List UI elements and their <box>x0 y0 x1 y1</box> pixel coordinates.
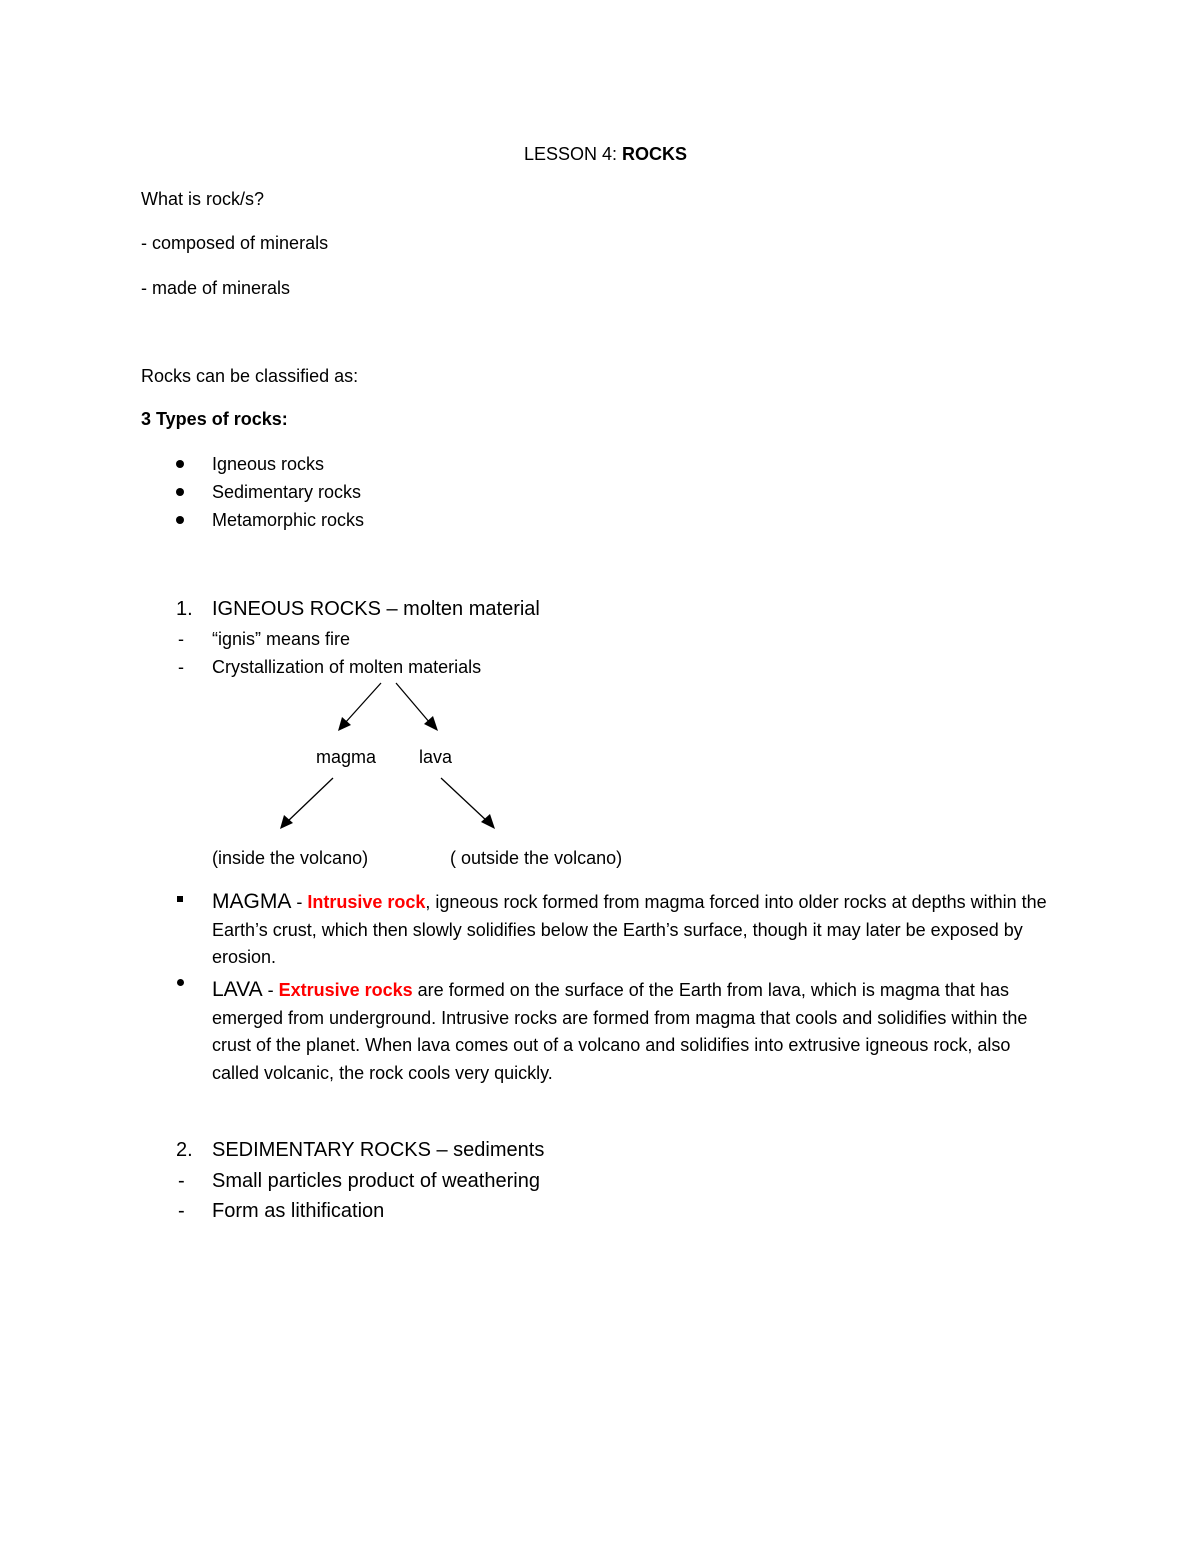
bullet-icon <box>176 460 184 468</box>
arrowhead-icon <box>280 815 293 829</box>
title-strong: ROCKS <box>622 144 688 164</box>
intrusive-rock-term: Intrusive rock <box>307 892 426 912</box>
diagram-lava-label: lava <box>419 747 453 767</box>
lava-text: are formed on the surface of the Earth from lava, which is magma that has emerged from underground. Intrusive rocks are formed from magma that cools and solidifies within the crust of the planet. When lava comes out of a volcano and solidifies into extrusive igneous rock, also called volcanic, the rock cools very quickly. <box>212 980 1028 1083</box>
arrow-to-magma <box>345 683 381 723</box>
bullet-icon <box>177 896 183 902</box>
type-item-igneous: Igneous rocks <box>212 454 325 474</box>
dash-marker: - <box>178 1170 185 1192</box>
magma-separator: - <box>291 892 308 912</box>
dash-marker: - <box>178 629 184 649</box>
igneous-point-2: Crystallization of molten materials <box>212 657 482 677</box>
definition-line-1: - composed of minerals <box>141 233 329 253</box>
question-text: What is rock/s? <box>141 189 265 209</box>
bullet-icon <box>176 516 184 524</box>
arrow-lava-to-outside <box>441 778 488 822</box>
arrowhead-icon <box>481 814 495 829</box>
classified-text: Rocks can be classified as: <box>141 366 359 386</box>
diagram-inside-label: (inside the volcano) <box>212 848 369 868</box>
lava-lead: LAVA <box>212 978 263 1001</box>
sedimentary-number: 2. <box>176 1139 193 1161</box>
arrow-to-lava <box>396 683 430 723</box>
magma-text: , igneous rock formed from magma forced into older rocks at depths within the Earth’s crust, which then slowly solidifies below the Earth’s surface, though it may later be exposed by erosion. <box>212 892 1047 967</box>
bullet-icon <box>177 979 184 986</box>
page-title <box>524 144 687 165</box>
types-heading: 3 Types of rocks: <box>141 409 288 429</box>
igneous-number: 1. <box>176 598 193 620</box>
sedimentary-point-1: Small particles product of weathering <box>212 1170 540 1192</box>
magma-lead: MAGMA <box>212 890 292 913</box>
lava-paragraph <box>212 976 1047 1087</box>
igneous-point-1: “ignis” means fire <box>212 629 351 649</box>
arrowhead-icon <box>338 717 351 731</box>
sedimentary-heading: SEDIMENTARY ROCKS – sediments <box>212 1139 545 1161</box>
arrow-magma-to-inside <box>287 778 333 822</box>
type-item-sedimentary: Sedimentary rocks <box>212 482 362 502</box>
diagram-magma-label: magma <box>316 747 377 767</box>
bullet-icon <box>176 488 184 496</box>
igneous-heading: IGNEOUS ROCKS – molten material <box>212 598 540 620</box>
sedimentary-point-2: Form as lithification <box>212 1200 385 1222</box>
dash-marker: - <box>178 1200 185 1222</box>
definition-line-2: - made of minerals <box>141 278 291 298</box>
diagram-outside-label: ( outside the volcano) <box>450 848 623 868</box>
type-item-metamorphic: Metamorphic rocks <box>212 510 365 530</box>
title-prefix: LESSON 4: <box>524 144 623 164</box>
lava-separator: - <box>262 980 279 1000</box>
extrusive-rocks-term: Extrusive rocks <box>278 980 413 1000</box>
magma-paragraph <box>212 888 1047 972</box>
arrowhead-icon <box>424 716 438 731</box>
dash-marker: - <box>178 657 184 677</box>
